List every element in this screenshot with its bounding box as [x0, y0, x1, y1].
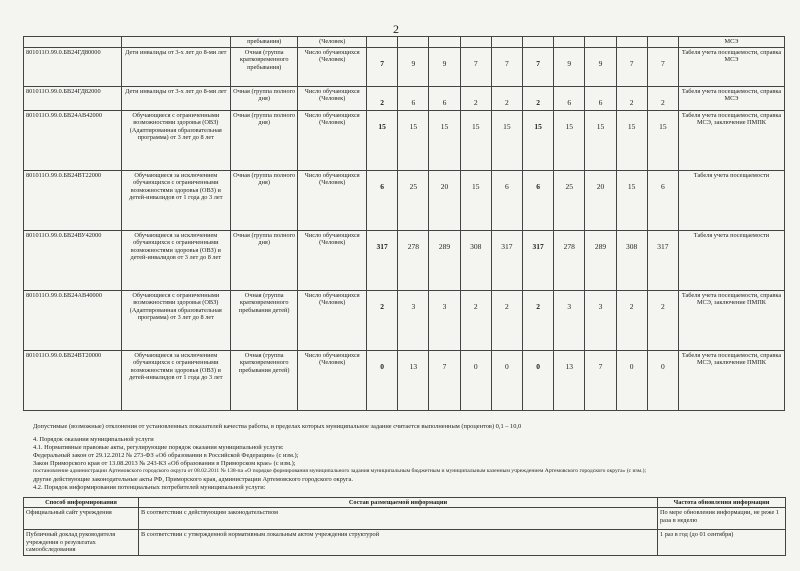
cell-value: 6	[367, 170, 398, 230]
info-method: Официальный сайт учреждения	[24, 508, 139, 530]
cell-value: 20	[585, 170, 616, 230]
table-row	[24, 290, 785, 350]
cell-value: 317	[491, 230, 522, 290]
cell-source: Табеля учета посещаемости	[678, 170, 784, 230]
cell-source: Табеля учета посещаемости, справка МСЭ	[678, 47, 784, 86]
cell-value: 7	[491, 47, 522, 86]
cell-value: 6	[429, 86, 460, 110]
table-row	[24, 110, 785, 170]
cell-value: 278	[554, 230, 585, 290]
cell-value: 9	[429, 47, 460, 86]
cell-value: 0	[522, 350, 553, 410]
cell-source: МСЭ	[678, 37, 784, 48]
section4-line: другие действующие законодательные акты РФ, Приморского края, администрации Артемовского городского округа.	[33, 476, 353, 483]
header-cell: Состав размещаемой информации	[139, 498, 658, 508]
cell-indicator: Число обучающихся (Человек)	[298, 47, 367, 86]
cell-code: 801011О.99.0.БВ24ВТ20000	[24, 350, 122, 410]
cell-value: 7	[367, 47, 398, 86]
cell-indicator: Число обучающихся (Человек)	[298, 290, 367, 350]
table-header-row	[24, 498, 786, 508]
cell-category: Обучающиеся с ограниченными возможностями здоровья (ОВЗ) (Адаптированная образовательная программа) от 3 лет до 8 лет	[121, 110, 230, 170]
cell-value: 13	[398, 350, 429, 410]
cell-indicator: Число обучающихся (Человек)	[298, 230, 367, 290]
cell-indicator: Число обучающихся (Человек)	[298, 350, 367, 410]
cell-code: 801011О.99.0.БВ24ГД82000	[24, 86, 122, 110]
cell-category: Обучающиеся за исключением обучающихся с ограниченными возможностями здоровья (ОВЗ) и детей-инвалидов от 1 года до 3 лет	[121, 350, 230, 410]
info-frequency: 1 раз в год (до 01 сентября)	[658, 530, 786, 555]
cell-value: 317	[367, 230, 398, 290]
table-row	[24, 86, 785, 110]
header-cell: Частота обновления информации	[658, 498, 786, 508]
cell-value: 6	[585, 86, 616, 110]
cell-source: Табеля учета посещаемости, справка МСЭ, заключение ПМПК	[678, 350, 784, 410]
cell-source: Табеля учета посещаемости, справка МСЭ, заключение ПМПК	[678, 110, 784, 170]
cell-code: 801011О.99.0.БВ24ГД80000	[24, 47, 122, 86]
section4-line: 4.2. Порядок информирования потенциальных потребителей муниципальной услуги:	[33, 484, 266, 491]
cell-indicator: Число обучающихся (Человек)	[298, 170, 367, 230]
cell-value: 7	[585, 350, 616, 410]
cell-value: 2	[367, 86, 398, 110]
section4-line: постановление администрации Артемовского городского округа от 08.02.2011 № 138-па «О порядке формирования муниципального задания муниципальным бюджетным и муниципальным казенным учреждением Артемовского городского округа» (с изм.);	[33, 468, 647, 474]
cell-source: Табеля учета посещаемости, справка МСЭ, заключение ПМПК	[678, 290, 784, 350]
cell-value: 7	[647, 47, 678, 86]
deviation-note: Допустимые (возможные) отклонения от установленных показателей качества работы, в пределах которых муниципальное задание считается выполненным (процентов) 0,1 – 10,0	[33, 423, 522, 430]
cell-value: 7	[522, 47, 553, 86]
cell-value: 15	[460, 170, 491, 230]
table-row	[24, 530, 786, 555]
info-content: В соответствии с действующим законодательством	[139, 508, 658, 530]
table-row	[24, 230, 785, 290]
cell-value: 15	[647, 110, 678, 170]
cell-value: 25	[554, 170, 585, 230]
table-row	[24, 350, 785, 410]
cell-value: 3	[585, 290, 616, 350]
cell-value: 6	[491, 170, 522, 230]
cell-value: 9	[398, 47, 429, 86]
cell-value: 2	[460, 86, 491, 110]
cell-value: 2	[647, 86, 678, 110]
cell-category: Дети инвалиды от 3-х лет до 8-ми лет	[121, 47, 230, 86]
cell-value: 3	[398, 290, 429, 350]
cell-form: Очная (группа кратковременного пребывания)	[230, 47, 298, 86]
cell-value: 9	[585, 47, 616, 86]
cell-value: 2	[616, 86, 647, 110]
cell-value: 7	[429, 350, 460, 410]
cell-value: 0	[647, 350, 678, 410]
cell-value: 308	[616, 230, 647, 290]
cell-value: 13	[554, 350, 585, 410]
cell-value: 6	[554, 86, 585, 110]
page-number: 2	[393, 22, 399, 36]
section4-line: 4.1. Нормативные правовые акты, регулирующие порядок оказания муниципальной услуги:	[33, 444, 284, 451]
cell-form: пребывания)	[230, 37, 298, 48]
cell-value: 2	[491, 290, 522, 350]
cell-form: Очная (группа полного дня)	[230, 110, 298, 170]
header-cell: Способ информирования	[24, 498, 139, 508]
section4-line: Закон Приморского края от 13.08.2013 № 243-КЗ «Об образовании в Приморском крае» (с изм.);	[33, 460, 296, 467]
cell-value: 20	[429, 170, 460, 230]
cell-value: 0	[491, 350, 522, 410]
cell-value: 15	[616, 170, 647, 230]
cell-value: 3	[554, 290, 585, 350]
cell-form: Очная (группа полного дня)	[230, 170, 298, 230]
table-row	[24, 170, 785, 230]
cell-category: Обучающиеся с ограниченными возможностями здоровья (ОВЗ) (Адаптированная образовательная программа) от 3 лет до 8 лет	[121, 290, 230, 350]
cell-value: 317	[522, 230, 553, 290]
cell-value: 2	[460, 290, 491, 350]
cell-form: Очная (группа кратковременного пребывания детей)	[230, 290, 298, 350]
cell-value: 2	[522, 86, 553, 110]
cell-value: 6	[647, 170, 678, 230]
cell-value: 278	[398, 230, 429, 290]
info-method: Публичный доклад руководителя учреждения о результатах самообследования	[24, 530, 139, 555]
cell-code: 801011О.99.0.БВ24ВУ42000	[24, 230, 122, 290]
info-frequency: По мере обновления информации, не реже 1 раза в неделю	[658, 508, 786, 530]
cell-value: 289	[429, 230, 460, 290]
cell-indicator: Число обучающихся (Человек)	[298, 110, 367, 170]
section4-line: Федеральный закон от 29.12.2012 № 273-ФЗ «Об образовании в Российской Федерации» (с изм.);	[33, 452, 299, 459]
cell-value: 15	[460, 110, 491, 170]
cell-code: 801011О.99.0.БВ24АВ40000	[24, 290, 122, 350]
indicators-table	[23, 36, 785, 411]
cell-value: 9	[554, 47, 585, 86]
cell-value: 0	[616, 350, 647, 410]
cell-value: 15	[554, 110, 585, 170]
table-row	[24, 508, 786, 530]
cell-code: 801011О.99.0.БВ24ВТ22000	[24, 170, 122, 230]
cell-value: 2	[367, 290, 398, 350]
cell-value: 15	[491, 110, 522, 170]
cell-value: 0	[367, 350, 398, 410]
cell-form: Очная (группа кратковременного пребывания детей)	[230, 350, 298, 410]
cell-value: 15	[429, 110, 460, 170]
cell-value: 25	[398, 170, 429, 230]
cell-value: 7	[616, 47, 647, 86]
cell-value: 2	[647, 290, 678, 350]
cell-value: 289	[585, 230, 616, 290]
cell-source: Табеля учета посещаемости, справка МСЭ	[678, 86, 784, 110]
cell-form: Очная (группа полного дня)	[230, 86, 298, 110]
cell-value: 2	[491, 86, 522, 110]
cell-category: Обучающиеся за исключением обучающихся с ограниченными возможностями здоровья (ОВЗ) и детей-инвалидов от 3 лет до 8 лет	[121, 230, 230, 290]
cell-value: 0	[460, 350, 491, 410]
cell-value: 15	[398, 110, 429, 170]
cell-value: 15	[616, 110, 647, 170]
cell-value: 15	[585, 110, 616, 170]
cell-value: 308	[460, 230, 491, 290]
cell-category: Дети инвалиды от 3-х лет до 8-ми лет	[121, 86, 230, 110]
cell-category: Обучающиеся за исключением обучающихся с ограниченными возможностями здоровья (ОВЗ) и детей-инвалидов от 1 года до 3 лет	[121, 170, 230, 230]
cell-code: 801011О.99.0.БВ24АВ42000	[24, 110, 122, 170]
information-table	[23, 497, 786, 556]
cell-indicator: (Человек)	[298, 37, 367, 48]
cell-value: 6	[398, 86, 429, 110]
cell-value: 317	[647, 230, 678, 290]
cell-value: 2	[616, 290, 647, 350]
table-row-top	[24, 37, 785, 48]
cell-source: Табеля учета посещаемости	[678, 230, 784, 290]
cell-value: 15	[367, 110, 398, 170]
info-content: В соответствии с утвержденной нормативным локальным актом учреждения структурой	[139, 530, 658, 555]
cell-value: 7	[460, 47, 491, 86]
cell-form: Очная (группа полного дня)	[230, 230, 298, 290]
cell-value: 3	[429, 290, 460, 350]
cell-value: 15	[522, 110, 553, 170]
section4-title: 4. Порядок оказания муниципальной услуги	[33, 436, 154, 443]
cell-value: 6	[522, 170, 553, 230]
cell-indicator: Число обучающихся (Человек)	[298, 86, 367, 110]
cell-value: 2	[522, 290, 553, 350]
table-row	[24, 47, 785, 86]
